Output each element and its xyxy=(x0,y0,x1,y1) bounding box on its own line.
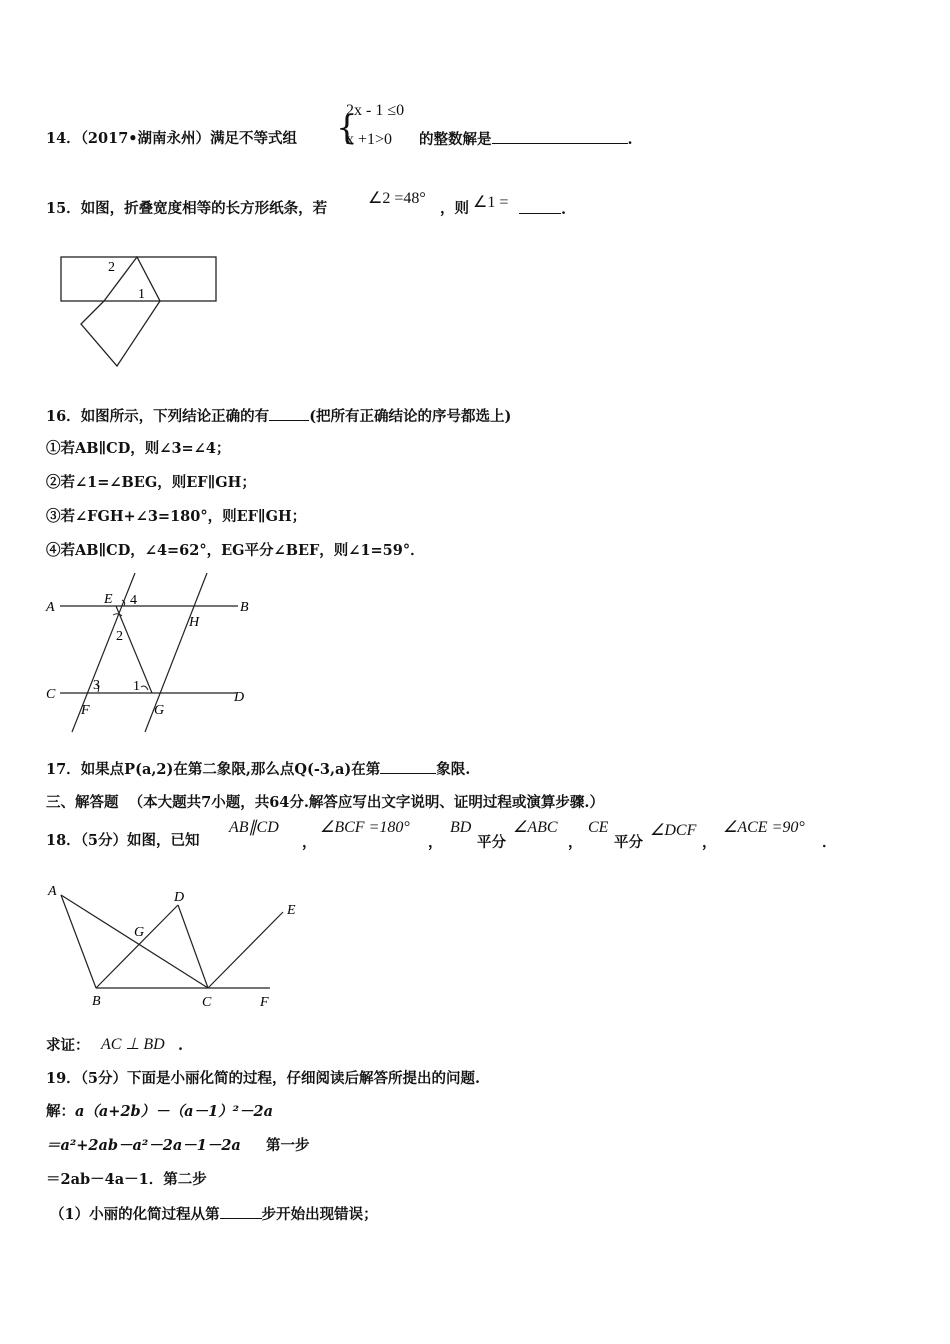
q18-prove-end: . xyxy=(178,1037,184,1054)
q18-label-d: D xyxy=(174,890,185,905)
q16-label-d: D xyxy=(234,690,245,705)
q18-number: 18． xyxy=(46,832,81,849)
q18-prove-line xyxy=(46,1036,90,1056)
q18-text: 如图，已知 xyxy=(127,832,200,849)
q14-brace: { xyxy=(336,108,358,148)
q16-label-b: B xyxy=(240,600,249,615)
q15-given-angle: ∠2 =48° xyxy=(368,190,426,207)
q19-score: （5分） xyxy=(80,1070,128,1087)
q18-label-a: A xyxy=(48,884,57,899)
q18-cond-bd: BD xyxy=(450,819,472,836)
q15-label-1: 1 xyxy=(138,287,145,302)
q19-step1-label: 第一步 xyxy=(266,1137,310,1154)
q18-label-b: B xyxy=(92,994,101,1009)
q15-text: 如图，折叠宽度相等的长方形纸条，若 xyxy=(80,200,328,217)
q18-cond-angle-abc: ∠ABC xyxy=(513,819,558,836)
q19-solution-label: 解： xyxy=(46,1103,75,1120)
q17-text: 如果点P(a,2)在第二象限,那么点Q(-3,a)在第 xyxy=(80,761,381,778)
q16-text: 如图所示，下列结论正确的有 xyxy=(80,408,270,425)
q14-tail: 的整数解是 xyxy=(419,131,492,148)
q15-mid: ，则 xyxy=(440,200,469,217)
q19-step1-expression: ＝a²+2ab－a²－2a－1－2a xyxy=(46,1137,241,1154)
q16-label-1: 1 xyxy=(133,679,140,694)
q16-tail: (把所有正确结论的序号都选上) xyxy=(309,408,512,425)
q16-item-3: ③若∠FGH+∠3=180°，则EF∥GH； xyxy=(46,508,307,525)
q18-prove-statement: AC ⊥ BD xyxy=(101,1036,165,1053)
q19-solution-line-2 xyxy=(46,1136,241,1156)
q14-end: . xyxy=(627,131,633,148)
q18-score: （5分） xyxy=(80,832,128,849)
q16-label-c: C xyxy=(46,687,56,702)
q15-label-2: 2 xyxy=(108,260,115,275)
q19-sub1-blank[interactable] xyxy=(220,1204,262,1219)
q18-sep-4: ， xyxy=(702,834,717,851)
q18-end: ． xyxy=(822,834,837,851)
q18-label-g: G xyxy=(134,925,145,940)
q18-sep-2: ， xyxy=(428,834,443,851)
q14-number: 14． xyxy=(46,130,81,147)
q16-item-4: ④若AB∥CD，∠4=62°，EG平分∠BEF，则∠1=59°． xyxy=(46,542,425,559)
q18-segment-ab xyxy=(61,895,96,988)
q16-number: 16． xyxy=(46,408,81,425)
q16-label-3: 3 xyxy=(93,678,100,693)
q18-cond-parallel: AB∥CD xyxy=(229,819,279,836)
q14-inequality-1: 2x - 1 ≤0 xyxy=(346,102,405,119)
q16-label-a: A xyxy=(46,600,55,615)
q19-sub1-tail: 步开始出现错误； xyxy=(261,1206,378,1223)
q18-cond-angle-dcf: ∠DCF xyxy=(650,822,697,839)
q19-expression: a（a+2b）－（a－1）²－2a xyxy=(75,1103,273,1120)
q19-text: 下面是小丽化简的过程，仔细阅读后解答所提出的问题. xyxy=(127,1070,481,1087)
q19-solution-line-3: ＝2ab－4a－1．第二步 xyxy=(46,1171,207,1188)
q14-text: 满足不等式组 xyxy=(210,130,298,147)
q18-segment-bd xyxy=(96,905,178,988)
q18-cond-angle-ace: ∠ACE =90° xyxy=(723,819,805,836)
q18-cond-angle-bcf: ∠BCF =180° xyxy=(320,819,410,836)
q18-ray-ce xyxy=(208,912,283,988)
q17-number: 17． xyxy=(46,761,81,778)
q16-item-1: ①若AB∥CD，则∠3=∠4； xyxy=(46,440,231,457)
q14-source: （2017•湖南永州） xyxy=(80,130,211,147)
q16-label-g: G xyxy=(154,703,165,718)
q17-tail: 象限. xyxy=(436,761,471,778)
q16-label-f: F xyxy=(81,703,90,718)
q18-cond-ce: CE xyxy=(588,819,609,836)
q18-label-e: E xyxy=(287,903,296,918)
q14-inequality-2: x +1>0 xyxy=(346,131,393,148)
q19-sub-question-1 xyxy=(50,1204,378,1225)
q18-segment-dc xyxy=(178,905,208,988)
q18-sep-3: ， xyxy=(568,834,583,851)
q18-sep-1: ， xyxy=(302,834,317,851)
q18-label-f: F xyxy=(260,995,269,1010)
q16-label-e: E xyxy=(104,592,113,607)
q18-bisect-1: 平分 xyxy=(477,834,506,851)
q18-bisect-2: 平分 xyxy=(614,834,643,851)
q16-label-4: 4 xyxy=(130,593,137,608)
q16-label-2: 2 xyxy=(116,629,123,644)
q18-label-c: C xyxy=(202,995,212,1010)
q16-label-h: H xyxy=(189,615,200,630)
q18-prove-label: 求证： xyxy=(46,1037,90,1054)
section3-title: 三、解答题 xyxy=(46,794,119,811)
q16-item-2: ②若∠1=∠BEG，则EF∥GH； xyxy=(46,474,256,491)
q15-ask-angle: ∠1 = xyxy=(473,194,509,211)
q19-solution-line-1 xyxy=(46,1102,273,1122)
q15-end: . xyxy=(561,201,567,218)
q15-number: 15． xyxy=(46,200,81,217)
q18-segment-ac xyxy=(61,895,208,988)
section3-note: （本大题共7小题，共64分.解答应写出文字说明、证明过程或演算步骤.） xyxy=(128,794,604,811)
q19-line xyxy=(46,1069,480,1089)
q19-sub1-text: （1）小丽的化简过程从第 xyxy=(50,1206,220,1223)
q19-number: 19． xyxy=(46,1070,81,1087)
